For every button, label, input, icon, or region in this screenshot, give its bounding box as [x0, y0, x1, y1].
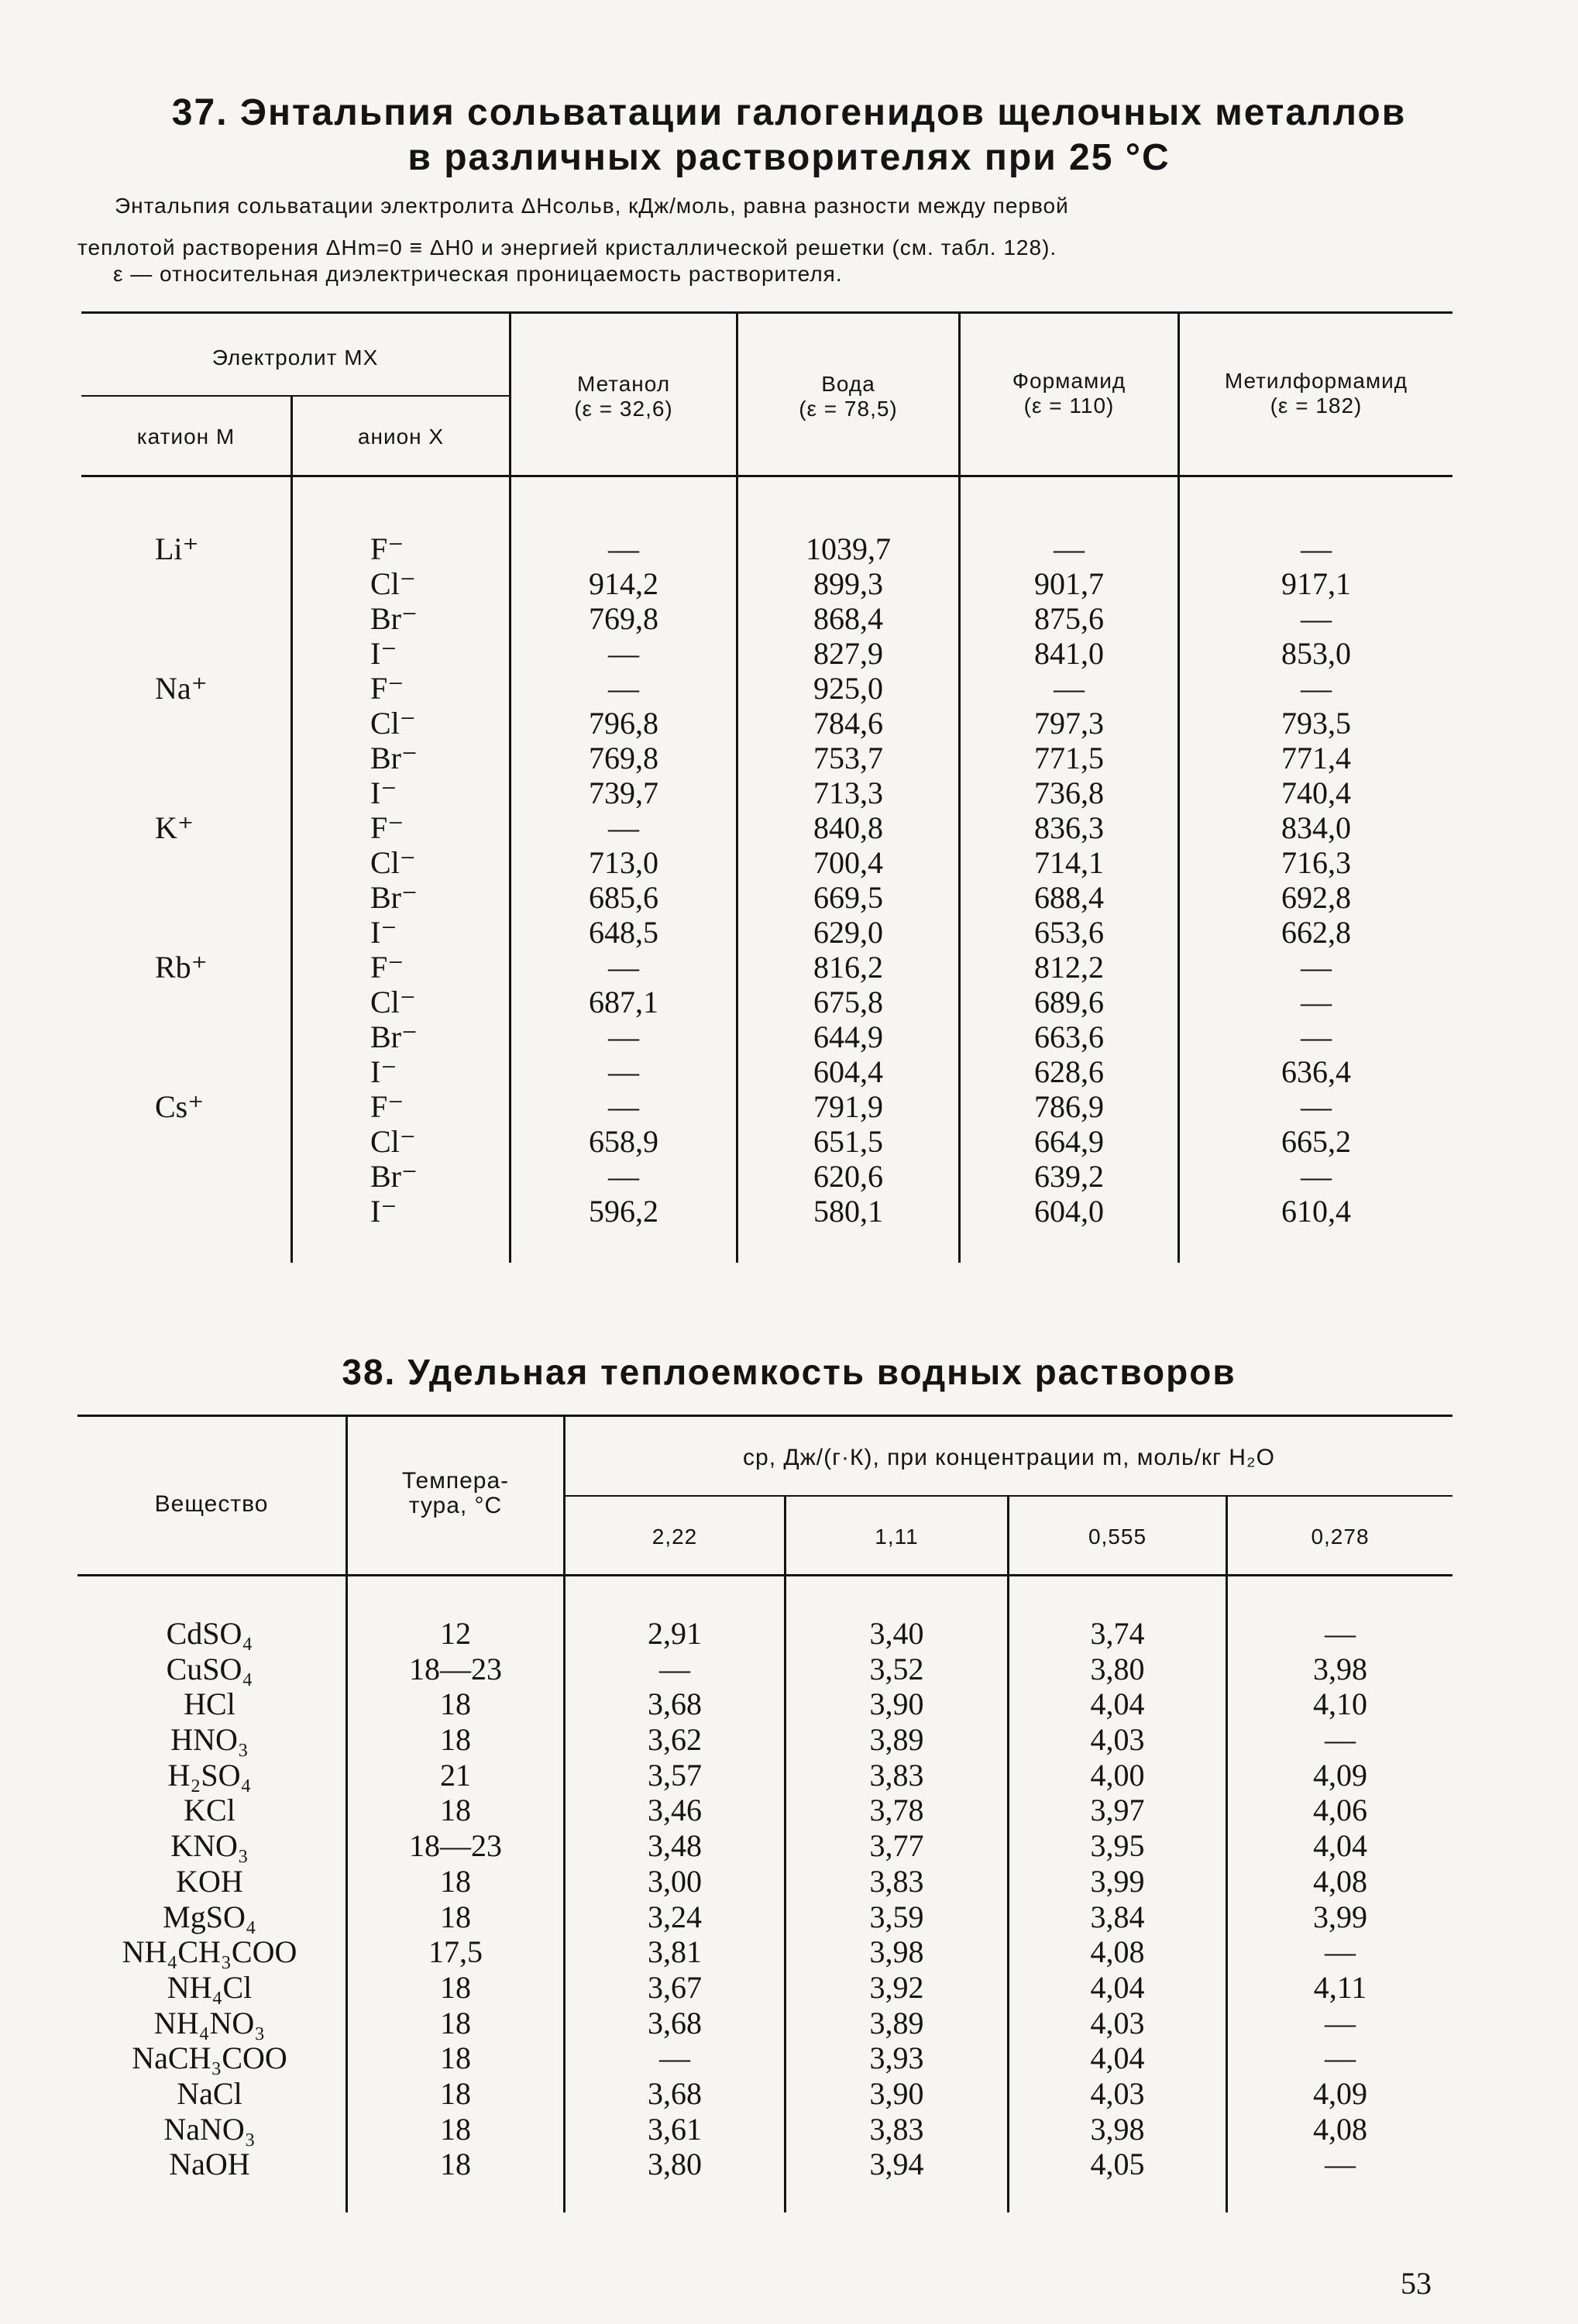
temperature-line2: тура, °C	[408, 1493, 503, 1518]
anion-cell: Cl⁻	[370, 1124, 416, 1159]
cation-cell	[155, 636, 287, 671]
water-label: Вода	[821, 372, 875, 396]
substance-cell: HNO₃	[170, 1722, 249, 1758]
table37-methylformamide-column	[1180, 531, 1453, 1229]
cp-value: 3,40	[869, 1616, 924, 1651]
substance-cell: CdSO₄	[166, 1616, 253, 1651]
table37-top-rule	[81, 311, 1453, 314]
cp-value: 3,52	[869, 1651, 924, 1686]
formamide-value: 841,0	[1034, 636, 1104, 671]
methylformamide-eps: (ε = 182)	[1270, 394, 1363, 418]
methylformamide-value: 662,8	[1281, 915, 1351, 950]
formamide-value: 836,3	[1034, 810, 1104, 845]
temperature-cell: 18	[440, 1863, 471, 1899]
water-value: 753,7	[813, 741, 883, 775]
table37-header-cation: катион M	[136, 425, 235, 449]
water-value: 620,6	[813, 1159, 883, 1194]
cp-value: 4,04	[1090, 2040, 1145, 2076]
cp-value: 4,04	[1313, 1828, 1367, 1864]
methanol-value: —	[608, 950, 639, 985]
cp-value: 3,68	[648, 2075, 702, 2111]
table38-substance-column	[76, 1616, 343, 2182]
methylformamide-value: 665,2	[1281, 1124, 1351, 1159]
table37-intro-line2: теплотой растворения ΔHm=0 ≡ ΔH0 и энергией кристаллической решетки (см. табл. 128).	[77, 235, 1057, 260]
temperature-cell: 18	[440, 1969, 471, 2005]
table37-methanol-column	[511, 531, 736, 1229]
temperature-cell: 18—23	[409, 1828, 502, 1864]
formamide-value: 639,2	[1034, 1159, 1104, 1194]
cp-value: 3,59	[869, 1899, 924, 1934]
substance-cell: NaCH₃COO	[132, 2040, 287, 2076]
table37-header-methanol	[511, 372, 736, 421]
table38-cp-1-11-column	[786, 1616, 1007, 2182]
anion-cell: Cl⁻	[370, 706, 416, 741]
temperature-cell: 18	[440, 2111, 471, 2147]
cp-value: 3,98	[869, 1934, 924, 1970]
methylformamide-value: 692,8	[1281, 880, 1351, 915]
cp-value: —	[659, 2040, 690, 2076]
formamide-value: 797,3	[1034, 706, 1104, 741]
substance-cell: NaNO₃	[163, 2111, 256, 2147]
cp-value: 3,81	[648, 1934, 702, 1970]
table37-cation-column	[155, 531, 287, 1229]
methylformamide-value: —	[1301, 1159, 1332, 1194]
methanol-value: 658,9	[589, 1124, 658, 1159]
formamide-value: 628,6	[1034, 1054, 1104, 1089]
methylformamide-value: —	[1301, 985, 1332, 1019]
methylformamide-value: 917,1	[1281, 566, 1351, 601]
cp-value: —	[1325, 1722, 1356, 1758]
temperature-cell: 18	[440, 1793, 471, 1828]
methanol-value: —	[608, 531, 639, 566]
anion-cell: F⁻	[370, 810, 404, 845]
table38-header-substance: Вещество	[154, 1491, 269, 1517]
cp-value: 3,80	[1090, 1651, 1145, 1686]
cation-cell	[155, 1019, 287, 1054]
table37-header-electrolyte: Электролит MX	[211, 346, 379, 370]
table38-cp-2-22-column	[566, 1616, 784, 2182]
cation-cell: Na⁺	[155, 671, 208, 706]
table37-header-anion: анион X	[357, 425, 445, 449]
cp-value: 3,90	[869, 1686, 924, 1722]
substance-cell: MgSO₄	[163, 1899, 256, 1934]
water-value: 669,5	[813, 880, 883, 915]
cation-cell	[155, 880, 287, 915]
cation-cell	[155, 1124, 287, 1159]
cp-value: 3,57	[648, 1757, 702, 1793]
methanol-value: —	[608, 1159, 639, 1194]
table38-header-rule	[77, 1574, 1453, 1576]
cp-value: 3,62	[648, 1722, 702, 1758]
water-eps: (ε = 78,5)	[799, 397, 898, 421]
water-value: 651,5	[813, 1124, 883, 1159]
cp-value: 4,06	[1313, 1793, 1367, 1828]
table38-conc-0-555: 0,555	[1088, 1525, 1147, 1549]
cp-value: —	[1325, 1616, 1356, 1651]
table37-intro-line1: Энтальпия сольватации электролита ΔHсольв, кДж/моль, равна разности между первой	[115, 194, 1069, 218]
methanol-value: 713,0	[589, 845, 658, 880]
water-value: 713,3	[813, 775, 883, 810]
cp-value: 4,03	[1090, 2075, 1145, 2111]
cp-value: 3,84	[1090, 1899, 1145, 1934]
methylformamide-value: 740,4	[1281, 775, 1351, 810]
cation-cell	[155, 1159, 287, 1194]
cp-value: 3,00	[648, 1863, 702, 1899]
anion-cell: Br⁻	[370, 741, 418, 775]
temperature-cell: 18	[440, 1899, 471, 1934]
anion-cell: Cl⁻	[370, 985, 416, 1019]
temperature-cell: 18	[440, 2147, 471, 2182]
cp-value: 3,83	[869, 2111, 924, 2147]
temperature-cell: 12	[440, 1616, 471, 1651]
cation-cell: Rb⁺	[155, 950, 208, 985]
cp-value: 3,98	[1313, 1651, 1367, 1686]
cation-cell	[155, 706, 287, 741]
cp-value: 4,08	[1313, 1863, 1367, 1899]
cp-value: 3,83	[869, 1757, 924, 1793]
anion-cell: I⁻	[370, 1194, 397, 1229]
water-value: 675,8	[813, 985, 883, 1019]
methylformamide-label: Метилформамид	[1224, 369, 1408, 393]
table37-title-line2: в различных растворителях при 25 °C	[407, 137, 1171, 178]
methanol-value: 685,6	[589, 880, 658, 915]
cp-value: 3,77	[869, 1828, 924, 1864]
formamide-eps: (ε = 110)	[1023, 394, 1115, 418]
cation-cell	[155, 1194, 287, 1229]
formamide-value: 901,7	[1034, 566, 1104, 601]
table38-header-temperature	[348, 1469, 563, 1518]
cp-value: —	[1325, 2040, 1356, 2076]
cp-value: 3,68	[648, 1686, 702, 1722]
anion-cell: F⁻	[370, 950, 404, 985]
anion-cell: Cl⁻	[370, 845, 416, 880]
methanol-value: 914,2	[589, 566, 658, 601]
cp-value: 3,78	[869, 1793, 924, 1828]
methanol-eps: (ε = 32,6)	[574, 397, 673, 421]
table37-header-water	[738, 372, 958, 421]
substance-cell: KCl	[184, 1793, 235, 1828]
formamide-value: 653,6	[1034, 915, 1104, 950]
anion-cell: F⁻	[370, 1089, 404, 1124]
table38-cp-0-278-column	[1228, 1616, 1453, 2182]
table37-intro-line3: ε — относительная диэлектрическая проницаемость растворителя.	[113, 262, 843, 286]
page-number: 53	[1401, 2266, 1432, 2301]
table37-vline-1	[291, 397, 293, 1263]
methanol-value: —	[608, 810, 639, 845]
methylformamide-value: —	[1301, 1089, 1332, 1124]
table37-anion-column	[370, 531, 502, 1229]
water-value: 604,4	[813, 1054, 883, 1089]
temperature-cell: 18	[440, 2075, 471, 2111]
cp-value: 4,08	[1313, 2111, 1367, 2147]
cp-value: —	[659, 1651, 690, 1686]
methanol-value: —	[608, 1054, 639, 1089]
methanol-value: —	[608, 1019, 639, 1054]
methylformamide-value: 636,4	[1281, 1054, 1351, 1089]
methanol-value: —	[608, 671, 639, 706]
substance-cell: HCl	[184, 1686, 235, 1722]
temperature-cell: 18	[440, 1686, 471, 1722]
methanol-value: 769,8	[589, 601, 658, 636]
table37-header-formamide	[961, 369, 1177, 418]
substance-cell: NH₄Cl	[167, 1969, 253, 2005]
temperature-cell: 18	[440, 1722, 471, 1758]
cp-value: 4,10	[1313, 1686, 1367, 1722]
cp-value: 3,98	[1090, 2111, 1145, 2147]
methylformamide-value: —	[1301, 950, 1332, 985]
formamide-value: 786,9	[1034, 1089, 1104, 1124]
cp-value: 4,04	[1090, 1686, 1145, 1722]
formamide-value: 714,1	[1034, 845, 1104, 880]
methanol-value: 687,1	[589, 985, 658, 1019]
temperature-cell: 18	[440, 2005, 471, 2040]
methanol-value: —	[608, 636, 639, 671]
anion-cell: I⁻	[370, 636, 397, 671]
cp-value: 3,99	[1090, 1863, 1145, 1899]
methylformamide-value: —	[1301, 671, 1332, 706]
methylformamide-value: 716,3	[1281, 845, 1351, 880]
water-value: 784,6	[813, 706, 883, 741]
anion-cell: I⁻	[370, 1054, 397, 1089]
water-value: 840,8	[813, 810, 883, 845]
water-value: 899,3	[813, 566, 883, 601]
methanol-value: 648,5	[589, 915, 658, 950]
cp-value: 2,91	[648, 1616, 702, 1651]
table38-conc-1-11: 1,11	[875, 1525, 919, 1549]
substance-cell: CuSO₄	[166, 1651, 253, 1686]
cp-value: 3,99	[1313, 1899, 1367, 1934]
cation-cell	[155, 915, 287, 950]
methanol-label: Метанол	[576, 372, 671, 396]
cp-value: 3,83	[869, 1863, 924, 1899]
substance-cell: KOH	[176, 1863, 243, 1899]
table38-title: 38. Удельная теплоемкость водных растворов	[342, 1352, 1236, 1392]
methylformamide-value: —	[1301, 1019, 1332, 1054]
temperature-line1: Темпера-	[401, 1468, 510, 1494]
methanol-value: 739,7	[589, 775, 658, 810]
formamide-value: 771,5	[1034, 741, 1104, 775]
cp-value: 3,93	[869, 2040, 924, 2076]
methylformamide-value: 610,4	[1281, 1194, 1351, 1229]
substance-cell: NaOH	[169, 2147, 250, 2182]
formamide-value: 812,2	[1034, 950, 1104, 985]
cp-value: 3,48	[648, 1828, 702, 1864]
anion-cell: F⁻	[370, 531, 404, 566]
cp-value: 4,11	[1313, 1969, 1367, 2005]
cp-value: 4,09	[1313, 1757, 1367, 1793]
cp-value: 3,92	[869, 1969, 924, 2005]
methanol-value: 596,2	[589, 1194, 658, 1229]
cp-value: 3,95	[1090, 1828, 1145, 1864]
substance-cell: KNO₃	[170, 1828, 249, 1864]
anion-cell: I⁻	[370, 775, 397, 810]
cation-cell	[155, 741, 287, 775]
anion-cell: I⁻	[370, 915, 397, 950]
table38-conc-0-278: 0,278	[1311, 1525, 1370, 1549]
cation-cell	[155, 566, 287, 601]
methanol-value: —	[608, 1089, 639, 1124]
cp-value: 3,24	[648, 1899, 702, 1934]
temperature-cell: 21	[440, 1757, 471, 1793]
table37-header-methylformamide	[1180, 369, 1453, 418]
table38-conc-2-22: 2,22	[651, 1525, 698, 1549]
formamide-value: 604,0	[1034, 1194, 1104, 1229]
cation-cell	[155, 845, 287, 880]
temperature-cell: 18	[440, 2040, 471, 2076]
cation-cell: Cs⁺	[155, 1089, 205, 1124]
substance-cell: H₂SO₄	[167, 1757, 252, 1793]
anion-cell: Cl⁻	[370, 566, 416, 601]
methylformamide-value: —	[1301, 601, 1332, 636]
cp-value: 3,80	[648, 2147, 702, 2182]
cp-value: 3,90	[869, 2075, 924, 2111]
formamide-value: 875,6	[1034, 601, 1104, 636]
formamide-value: —	[1054, 671, 1085, 706]
cp-value: 3,89	[869, 1722, 924, 1758]
methylformamide-value: 853,0	[1281, 636, 1351, 671]
table37-title-line1: 37. Энтальпия сольватации галогенидов щелочных металлов	[171, 92, 1407, 133]
formamide-value: 663,6	[1034, 1019, 1104, 1054]
cation-cell: K⁺	[155, 810, 194, 845]
cp-value: 4,08	[1090, 1934, 1145, 1970]
table37-formamide-column	[961, 531, 1177, 1229]
cp-value: 4,05	[1090, 2147, 1145, 2182]
cp-value: 3,68	[648, 2005, 702, 2040]
water-value: 700,4	[813, 845, 883, 880]
anion-cell: F⁻	[370, 671, 404, 706]
cp-value: 3,74	[1090, 1616, 1145, 1651]
formamide-value: 689,6	[1034, 985, 1104, 1019]
formamide-value: 664,9	[1034, 1124, 1104, 1159]
cp-value: 3,89	[869, 2005, 924, 2040]
methanol-value: 769,8	[589, 741, 658, 775]
formamide-value: 736,8	[1034, 775, 1104, 810]
table38-top-rule	[77, 1415, 1453, 1417]
water-value: 827,9	[813, 636, 883, 671]
cp-value: 4,03	[1090, 1722, 1145, 1758]
methanol-value: 796,8	[589, 706, 658, 741]
formamide-value: 688,4	[1034, 880, 1104, 915]
substance-cell: NH₄CH₃COO	[122, 1934, 297, 1970]
cp-value: 3,61	[648, 2111, 702, 2147]
anion-cell: Br⁻	[370, 1159, 418, 1194]
water-value: 1039,7	[806, 531, 891, 566]
anion-cell: Br⁻	[370, 880, 418, 915]
cation-cell	[155, 775, 287, 810]
table37-water-column	[738, 531, 958, 1229]
water-value: 868,4	[813, 601, 883, 636]
cp-value: 4,04	[1090, 1969, 1145, 2005]
cp-value: 4,09	[1313, 2075, 1367, 2111]
cp-value: 3,94	[869, 2147, 924, 2182]
methylformamide-value: 793,5	[1281, 706, 1351, 741]
cation-cell: Li⁺	[155, 531, 199, 566]
table38-temperature-column	[348, 1616, 563, 2182]
methylformamide-value: 771,4	[1281, 741, 1351, 775]
temperature-cell: 18—23	[409, 1651, 502, 1686]
cp-value: —	[1325, 2005, 1356, 2040]
cp-value: 3,97	[1090, 1793, 1145, 1828]
substance-cell: NaCl	[177, 2075, 242, 2111]
formamide-value: —	[1054, 531, 1085, 566]
cation-cell	[155, 1054, 287, 1089]
water-value: 791,9	[813, 1089, 883, 1124]
table37-header-rule	[81, 475, 1453, 477]
cp-value: 3,67	[648, 1969, 702, 2005]
cp-value: 3,46	[648, 1793, 702, 1828]
table38-header-cp: cp, Дж/(г·К), при концентрации m, моль/кг H₂O	[743, 1445, 1275, 1470]
table38-cp-0-555-column	[1009, 1616, 1226, 2182]
water-value: 580,1	[813, 1194, 883, 1229]
cation-cell	[155, 601, 287, 636]
methylformamide-value: —	[1301, 531, 1332, 566]
water-value: 925,0	[813, 671, 883, 706]
cp-value: 4,00	[1090, 1757, 1145, 1793]
methylformamide-value: 834,0	[1281, 810, 1351, 845]
anion-cell: Br⁻	[370, 1019, 418, 1054]
water-value: 644,9	[813, 1019, 883, 1054]
formamide-label: Формамид	[1012, 369, 1126, 393]
substance-cell: NH₄NO₃	[153, 2005, 266, 2040]
water-value: 816,2	[813, 950, 883, 985]
cation-cell	[155, 985, 287, 1019]
anion-cell: Br⁻	[370, 601, 418, 636]
water-value: 629,0	[813, 915, 883, 950]
cp-value: —	[1325, 2147, 1356, 2182]
cp-value: —	[1325, 1934, 1356, 1970]
table37-subhead-rule	[81, 395, 509, 397]
temperature-cell: 17,5	[428, 1934, 483, 1970]
cp-value: 4,03	[1090, 2005, 1145, 2040]
